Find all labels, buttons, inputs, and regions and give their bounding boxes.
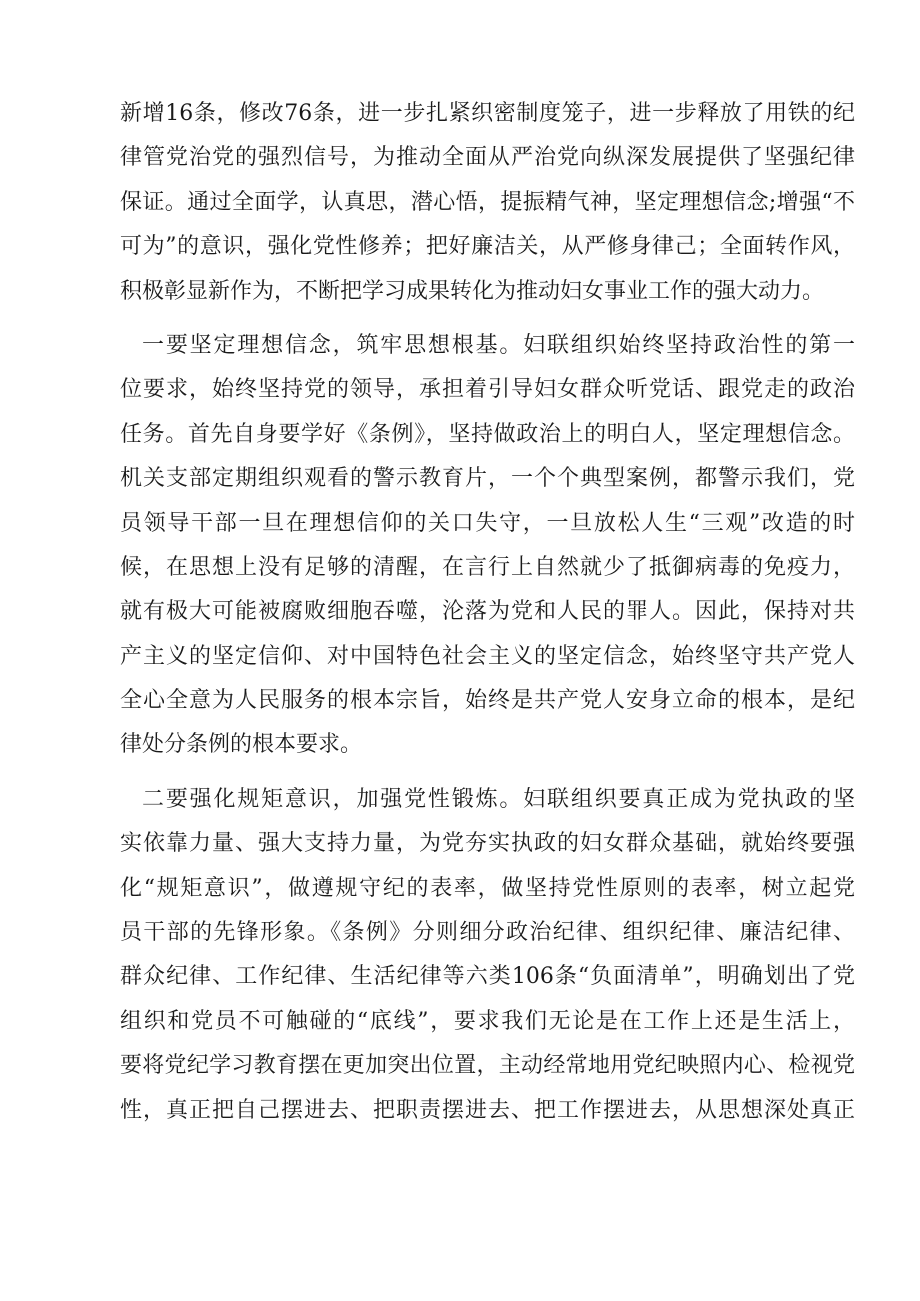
text-line: 组织和党员不可触碰的“底线”，要求我们无论是在工作上还是生活上， [120,1008,855,1034]
text-line: 一要坚定理想信念，筑牢思想根基。妇联组织始终坚持政治性的第一 [142,332,855,358]
text-line: 律管党治党的强烈信号，为推动全面从严治党向纵深发展提供了坚强纪律 [120,145,855,171]
paragraph-1 [120,92,855,314]
text-line: 化“规矩意识”，做遵规守纪的表率，做坚持党性原则的表率，树立起党 [120,875,855,901]
text-line: 任务。首先自身要学好《条例》，坚持做政治上的明白人，坚定理想信念。 [120,421,855,447]
text-line: 位要求，始终坚持党的领导，承担着引导妇女群众听党话、跟党走的政治 [120,377,855,403]
text-line: 员领导干部一旦在理想信仰的关口失守，一旦放松人生“三观”改造的时 [120,510,855,536]
text-line: 就有极大可能被腐败细胞吞噬，沦落为党和人民的罪人。因此，保持对共 [120,599,855,625]
text-line: 积极彰显新作为，不断把学习成果转化为推动妇女事业工作的强大动力。 [120,278,825,304]
text-line: 产主义的坚定信仰、对中国特色社会主义的坚定信念，始终坚守共产党人 [120,643,855,669]
text-line: 可为”的意识，强化党性修养；把好廉洁关，从严修身律己；全面转作风， [120,234,855,260]
text-line: 群众纪律、工作纪律、生活纪律等六类106条“负面清单”，明确划出了党 [120,964,855,990]
text-line: 候，在思想上没有足够的清醒，在言行上自然就少了抵御病毒的免疫力， [120,554,855,580]
paragraph-2 [120,324,855,768]
text-line: 性，真正把自己摆进去、把职责摆进去、把工作摆进去，从思想深处真正 [120,1097,855,1123]
text-line: 机关支部定期组织观看的警示教育片，一个个典型案例，都警示我们，党 [120,466,855,492]
document-body [120,92,855,1133]
text-line: 实依靠力量、强大支持力量，为党夯实执政的妇女群众基础，就始终要强 [120,831,855,857]
text-line: 员干部的先锋形象。《条例》分则细分政治纪律、组织纪律、廉洁纪律、 [120,920,855,946]
text-line: 要将党纪学习教育摆在更加突出位置，主动经常地用党纪映照内心、检视党 [120,1053,855,1079]
text-line: 律处分条例的根本要求。 [120,732,363,758]
text-line: 全心全意为人民服务的根本宗旨，始终是共产党人安身立命的根本，是纪 [120,688,855,714]
paragraph-3 [120,778,855,1133]
text-line: 二要强化规矩意识，加强党性锻炼。妇联组织要真正成为党执政的坚 [142,786,855,812]
text-line: 新增16条，修改76条，进一步扎紧织密制度笼子，进一步释放了用铁的纪 [120,101,855,126]
text-line: 保证。通过全面学，认真思，潜心悟，提振精气神，坚定理想信念;增强“不 [120,189,855,215]
